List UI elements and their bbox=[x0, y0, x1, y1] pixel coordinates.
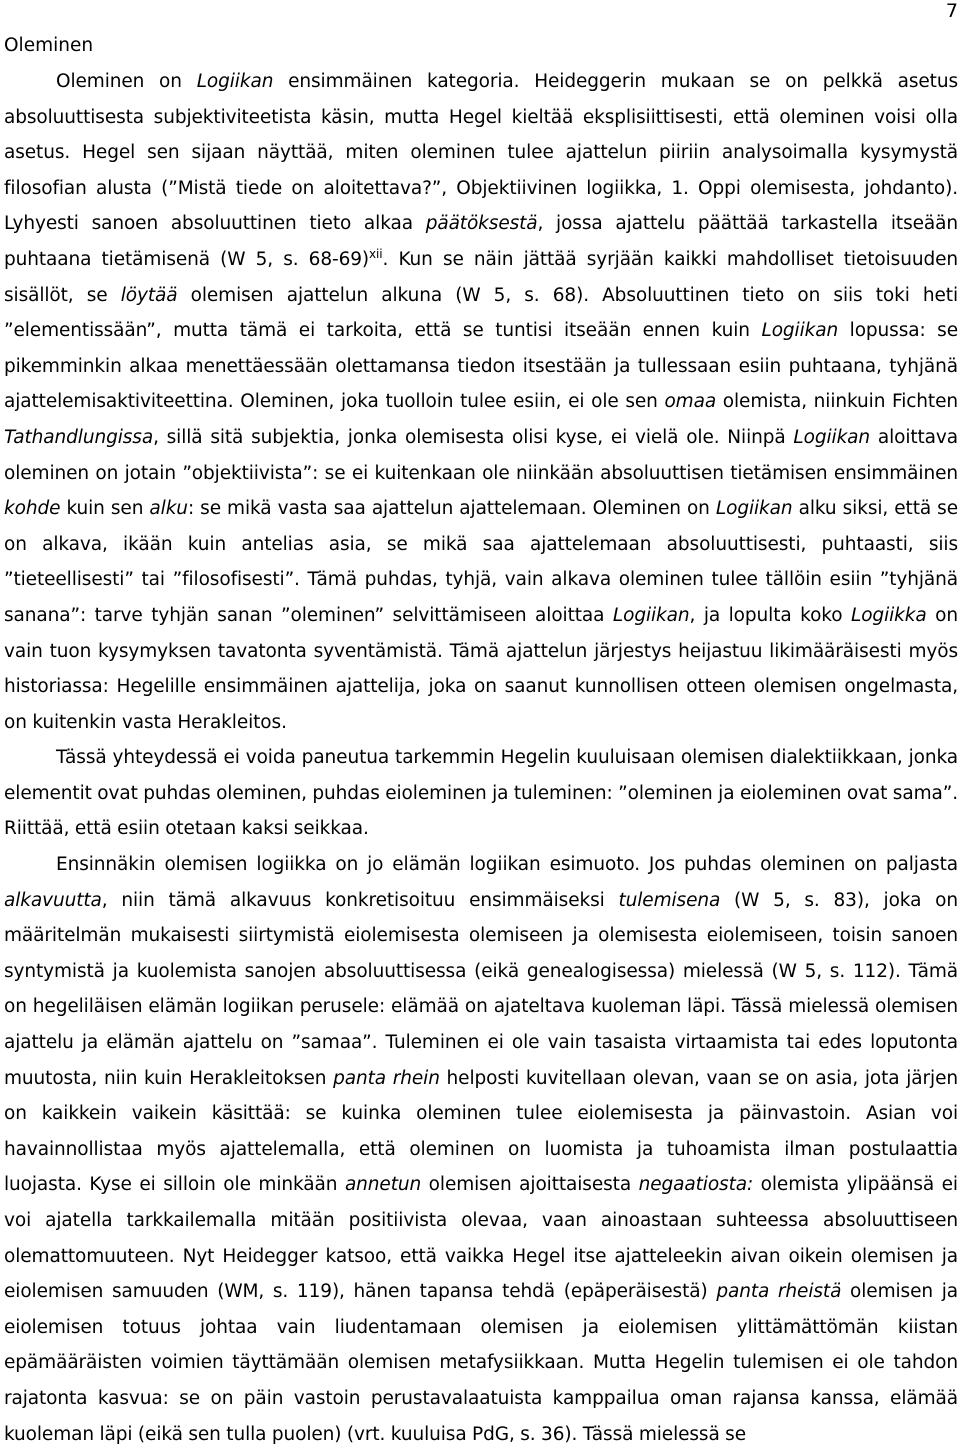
text-run: helposti kuvitellaan olevan, vaan se on asia, jota järjen on kaikkein vaikein käsittää: se kuinka oleminen tulee eiolemisesta ja päinvastoin. Asian voi havainnollistaa myös ajattelemalla, että oleminen on luomista ja tuhoamista ilman postulaattia luojasta. Kyse ei silloin ole minkään bbox=[4, 1067, 958, 1196]
text-run: , niin tämä alkavuus konkretisoituu ensimmäiseksi bbox=[101, 889, 619, 911]
paragraph-2: Tässä yhteydessä ei voida paneutua tarkemmin Hegelin kuuluisaan olemisen dialektiikkaan, jonka elementit ovat puhdas oleminen, puhdas eioleminen ja tuleminen: ”oleminen ja eioleminen ovat sama”. Riittää, että esiin otetaan kaksi seikkaa. bbox=[4, 747, 958, 840]
text-run: lopussa: se pikemminkin alkaa menettäessään olettamansa tiedon itsestään ja tullessaan esiin puhtaana, tyhjänä ajattelemisaktiviteettina. Oleminen, joka tuolloin tulee esiin, ei ole sen bbox=[4, 320, 958, 413]
italic-run: Logiikan bbox=[196, 71, 274, 92]
text-run: : se mikä vasta saa ajattelun ajattelemaan. Oleminen on bbox=[187, 498, 716, 520]
italic-run: alkavuutta bbox=[4, 889, 102, 911]
italic-run: löytää bbox=[120, 284, 178, 306]
italic-run: Logiikan bbox=[715, 498, 793, 520]
text-run: ensimmäinen kategoria. Heideggerin mukaan se on pelkkä asetus absoluuttisesta subjektiviteetista käsin, mutta Hegel kieltää eksplisiittisesti, että oleminen voisi olla asetus. Hegel sen sijaan näyttää, miten oleminen tulee ajattelun piiriin analysoimalla kysymystä filosofian alusta (”Mistä tiede on aloitettava?”, Objektiivinen logiikka, 1. Oppi olemisesta, johdanto). Lyhyesti sanoen absoluuttinen tieto alkaa bbox=[4, 71, 958, 235]
text-run: , jossa ajattelu päättää tarkastella itseään puhtaana tietämisenä (W 5, s. 68-69) bbox=[4, 213, 959, 270]
italic-run: Logiikan bbox=[612, 604, 690, 626]
section-heading: Oleminen bbox=[4, 35, 94, 56]
text-run: , sillä sitä subjektia, jonka olemisesta olisi kyse, ei vielä ole. Niinpä bbox=[153, 426, 794, 448]
italic-run: omaa bbox=[664, 391, 717, 413]
footnote-ref[interactable]: xii bbox=[369, 246, 383, 261]
italic-run: Tathandlungissa bbox=[4, 426, 154, 448]
italic-run: tulemisena bbox=[618, 889, 721, 911]
text-run: olemisen ajattelun alkuna (W 5, s. 68). Absoluuttinen tieto on siis toki heti ”elementissään”, mutta tämä ei tarkoita, että se tuntisi itseään ennen kuin bbox=[4, 284, 958, 342]
italic-run: alku bbox=[149, 498, 188, 520]
text-run: olemisen ajoittaisesta bbox=[421, 1174, 639, 1196]
text-run: olemista ylipäänsä ei voi ajatella tarkkailemalla mitään positiivista olevaa, vaan ainoastaan suhteessa absoluuttiseen olemattomuuteen. Nyt Heidegger katsoo, että vaikka Hegel itse ajatteleekin aivan oikein olemisen ja eiolemisen samuuden (WM, s. 119), hänen tapansa tehdä (epäperäisestä) bbox=[4, 1174, 958, 1303]
body-text bbox=[4, 64, 958, 1452]
italic-run: Logiikka bbox=[851, 604, 927, 626]
italic-run: kohde bbox=[4, 498, 61, 520]
text-run: , ja lopulta koko bbox=[689, 604, 851, 626]
text-run: (W 5, s. 83), joka on määritelmän mukaisesti siirtymistä eiolemisesta olemiseen ja olemisesta eiolemiseen, toisin sanoen syntymistä ja kuolemista sanojen absoluuttisessa (eikä genealogisessa) mielessä (W 5, s. 112). Tämä on hegeliläisen elämän logiikan perusele: elämää on ajateltava kuoleman läpi. Tässä mielessä olemisen ajattelu ja elämän ajattelu on ”samaa”. Tuleminen ei ole vain tasaista virtaamista tai edes loputonta muutosta, niin kuin Herakleitoksen bbox=[4, 889, 958, 1089]
text-run: aloittava oleminen on jotain ”objektiivista”: se ei kuitenkaan ole niinkään absoluuttisen tietämisen ensimmäinen bbox=[4, 426, 958, 484]
italic-run: panta rhein bbox=[333, 1067, 440, 1089]
italic-run: negaatiosta: bbox=[638, 1174, 754, 1196]
text-run: olemisen ja eiolemisen totuus johtaa vain liudentamaan olemisen ja eiolemisen ylittämättömän kiistan epämääräisten voimien täyttämään olemisen metafysiikkaan. Mutta Hegelin tulemisen ei ole tahdon rajatonta kasvua: se on päin vastoin perustavalaatuista kamppailua oman rajansa kanssa, elämää kuoleman läpi (eikä sen tulla puolen) (vrt. kuuluisa PdG, s. 36). Tässä mielessä se bbox=[4, 1281, 958, 1445]
text-run: on vain tuon kysymyksen tavatonta syventämistä. Tämä ajattelun järjestys heijastuu likimääräisesti myös historiassa: Hegelille ensimmäinen ajattelija, joka on saanut kunnollisen otteen olemisen ongelmasta, on kuitenkin vasta Herakleitos. bbox=[4, 604, 958, 733]
text-run: kuin sen bbox=[60, 498, 150, 520]
italic-run: Logiikan bbox=[761, 320, 839, 342]
text-run: Oleminen on bbox=[56, 71, 197, 92]
paragraph-1 bbox=[4, 64, 958, 740]
italic-run: päätöksestä bbox=[425, 213, 538, 235]
paragraph-3 bbox=[4, 847, 958, 1452]
italic-run: Logiikan bbox=[793, 426, 871, 448]
text-run: alku siksi, että se on alkava, ikään kuin antelias asia, se mikä saa ajattelemaan absoluuttisesti, puhtaasti, siis ”tieteellisesti” tai ”filosofisesti”. Tämä puhdas, tyhjä, vain alkava oleminen tulee tällöin esiin ”tyhjänä sanana”: tarve tyhjän sanan ”oleminen” selvittämiseen aloittaa bbox=[4, 498, 958, 626]
italic-run: panta rheistä bbox=[716, 1281, 842, 1303]
page-number: 7 bbox=[945, 0, 958, 22]
text-run: olemista, niinkuin Fichten bbox=[716, 391, 958, 413]
text-run: . Kun se näin jättää syrjään kaikki mahdolliset tietoisuuden sisällöt, se bbox=[4, 248, 959, 306]
italic-run: annetun bbox=[344, 1174, 422, 1196]
text-run: Ensinnäkin olemisen logiikka on jo elämän logiikan esimuoto. Jos puhdas oleminen on paljasta bbox=[56, 854, 958, 876]
